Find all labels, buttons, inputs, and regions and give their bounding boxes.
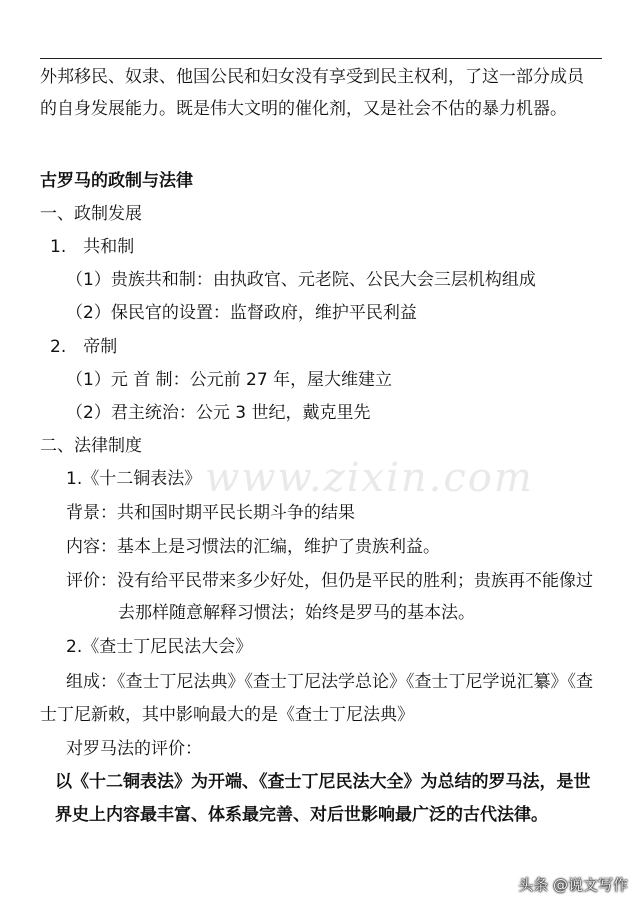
section1-sub1: 1. 共和制	[50, 237, 135, 257]
roman-law-evaluation-1: 以《十二铜表法》为开端、《查士丁尼民法大全》为总结的罗马法，是世	[55, 772, 591, 792]
section1-sub2: 2. 帝制	[50, 337, 118, 357]
law2-composition-2: 士丁尼新敕，其中影响最大的是《查士丁尼法典》	[40, 705, 414, 725]
law1-title: 1.《十二铜表法》	[66, 469, 202, 489]
intro-line-2: 的自身发展能力。既是伟大文明的催化剂，又是社会不估的暴力机器。	[40, 99, 567, 119]
section2-heading: 二、法律制度	[40, 436, 142, 456]
section1-sub1-item-1: （1）贵族共和制：由执政官、元老院、公民大会三层机构组成	[66, 270, 536, 290]
law1-background: 背景：共和国时期平民长期斗争的结果	[66, 503, 355, 523]
roman-law-evaluation-2: 界史上内容最丰富、体系最完善、对后世影响最广泛的古代法律。	[55, 805, 548, 825]
source-credit: 头条 @说文写作	[518, 876, 628, 894]
section1-sub2-item-2: （2）君主统治：公元 3 世纪，戴克里先	[66, 403, 371, 423]
law1-content: 内容：基本上是习惯法的汇编，维护了贵族利益。	[66, 537, 440, 557]
intro-line-1: 外邦移民、奴隶、他国公民和妇女没有享受到民主权利，了这一部分成员	[40, 67, 584, 87]
header-rule	[40, 58, 602, 59]
law2-composition-1: 组成：《查士丁尼法典》《查士丁尼法学总论》《查士丁尼学说汇纂》《查	[66, 672, 593, 692]
page-title: 古罗马的政制与法律	[40, 171, 193, 191]
law1-evaluation-1: 评价：没有给平民带来多少好处，但仍是平民的胜利；贵族再不能像过	[66, 571, 593, 591]
law2-title: 2.《查士丁尼民法大会》	[66, 637, 253, 657]
law1-evaluation-2: 去那样随意解释习惯法；始终是罗马的基本法。	[118, 603, 475, 623]
watermark: www.zixin.com	[205, 455, 534, 501]
roman-law-evaluation-heading: 对罗马法的评价：	[66, 739, 202, 759]
section1-sub2-item-1: （1）元 首 制：公元前 27 年，屋大维建立	[66, 370, 393, 390]
section1-sub1-item-2: （2）保民官的设置：监督政府，维护平民利益	[66, 303, 417, 323]
section1-heading: 一、政制发展	[40, 204, 142, 224]
